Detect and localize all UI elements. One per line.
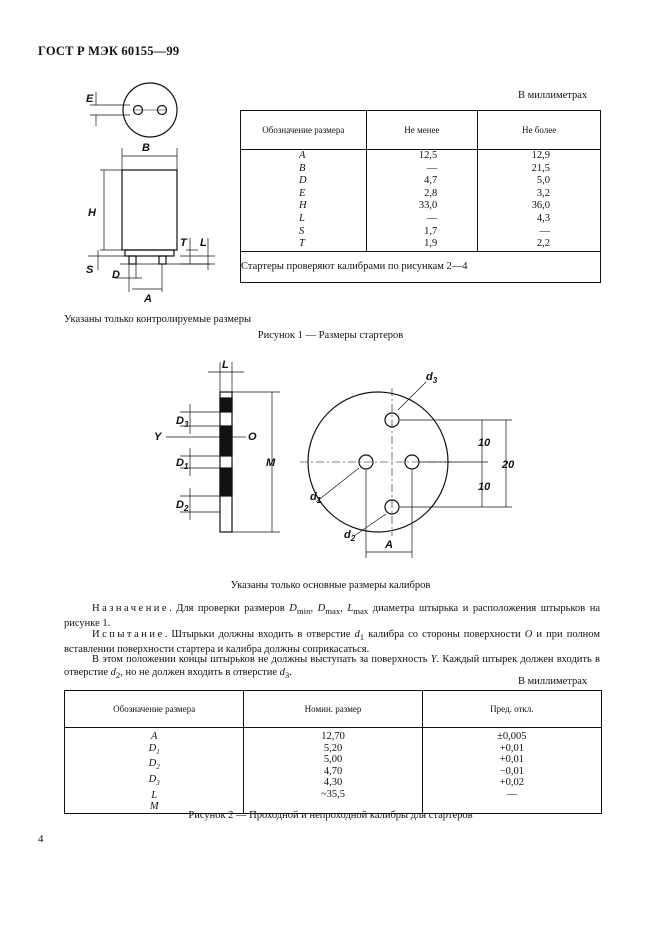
dimension-name: A xyxy=(150,731,158,742)
max-value: 4,3 xyxy=(536,212,550,224)
label-L: L xyxy=(200,237,207,249)
figure2-caption: Рисунок 2 — Проходной и непроходной калибры для стартеров xyxy=(188,810,473,821)
dimension-name: L xyxy=(151,789,158,801)
page-number: 4 xyxy=(38,833,44,845)
dimension-name: A xyxy=(299,150,306,161)
tolerance-value: — xyxy=(506,788,518,800)
min-value: 1,9 xyxy=(424,238,438,250)
max-value: 21,5 xyxy=(531,162,550,174)
label-T: T xyxy=(180,237,187,249)
min-value: 4,7 xyxy=(424,175,438,187)
units-note-2: В миллиметрах xyxy=(518,676,588,687)
dimension-name: H xyxy=(299,200,307,212)
column-header: Обозначение размера xyxy=(65,691,244,728)
max-value: 12,9 xyxy=(531,150,550,161)
units-note-1: В миллиметрах xyxy=(518,90,588,101)
min-value: 2,8 xyxy=(424,187,438,199)
label-S: S xyxy=(86,264,94,276)
tolerance-value: +0,01 xyxy=(499,754,524,766)
column-header: Номин. размер xyxy=(244,691,422,728)
min-value: — xyxy=(426,212,438,224)
label-10-upper: 10 xyxy=(478,437,491,449)
label-D2: $D_2$ xyxy=(176,499,189,513)
column-header: Обозначение размера xyxy=(241,111,366,150)
nominal-value: 4,30 xyxy=(323,777,343,789)
dimension-name: D xyxy=(299,175,307,187)
tolerance-values xyxy=(422,728,601,813)
min-value: 33,0 xyxy=(418,200,438,212)
nominal-value: 4,70 xyxy=(323,765,343,777)
nominal-value: 5,20 xyxy=(323,742,343,754)
nominal-values xyxy=(244,728,422,813)
test-paragraph: Испытание. Штырьки должны входить в отверстие $d_1$ калибра со стороны поверхности O и при полном вставлении поверхности стартера и калибра должны соприкасаться. xyxy=(64,629,600,655)
gauge-dimensions-table xyxy=(64,690,602,814)
gauge-drawing xyxy=(140,352,540,574)
label-D1: $D_1$ xyxy=(176,457,189,471)
dimension-name: M xyxy=(149,801,159,813)
column-header: Не менее xyxy=(366,111,478,150)
max-value: 2,2 xyxy=(536,238,550,250)
figure2-note: Указаны только основные размеры калибров xyxy=(230,580,431,591)
nominal-value: 5,00 xyxy=(323,754,343,766)
tolerance-value: +0,01 xyxy=(499,742,524,754)
label-A: A xyxy=(144,293,152,305)
label-Y: Y xyxy=(154,431,162,443)
tolerance-value: ±0,005 xyxy=(497,731,527,742)
label-B: B xyxy=(142,142,150,154)
dimension-name: L xyxy=(299,212,305,224)
document-header: ГОСТ Р МЭК 60155—99 xyxy=(38,44,180,58)
starter-dimensions-table xyxy=(240,110,601,283)
max-value: — xyxy=(539,225,550,237)
label-10-lower: 10 xyxy=(478,481,491,493)
label-d2: $d_2$ xyxy=(344,529,356,543)
label-O: O xyxy=(248,431,257,443)
nominal-value: 12,70 xyxy=(321,731,345,742)
column-header: Пред. откл. xyxy=(422,691,601,728)
dimension-name: S xyxy=(299,225,305,237)
nominal-value: ~35,5 xyxy=(321,788,346,800)
label-D3: $D_3$ xyxy=(176,415,189,429)
dimension-name: B xyxy=(299,162,306,174)
max-value: 5,0 xyxy=(536,175,550,187)
label-H: H xyxy=(88,207,96,219)
maximum-values xyxy=(478,150,600,252)
minimum-values xyxy=(366,150,478,252)
dimension-name: $D_2$ xyxy=(148,758,160,772)
dimension-name: T xyxy=(299,238,305,250)
table-note: Стартеры проверяют калибрами по рисункам 2—4 xyxy=(241,251,600,282)
label-L2: L xyxy=(222,359,229,371)
label-A2: A xyxy=(385,539,393,551)
dimension-name: $D_3$ xyxy=(148,773,160,788)
column-header: Не более xyxy=(478,111,600,150)
starter-dimension-drawing xyxy=(80,78,230,308)
purpose-paragraph: Назначение. Для проверки размеров $D_{min}$, $D_{max}$, $L_{max}$ диаметра штырька и расположения штырьков на рисунке 1. xyxy=(64,603,601,629)
dimension-names xyxy=(65,728,244,813)
dimension-name: E xyxy=(299,187,306,199)
dimension-name: $D_1$ xyxy=(148,742,160,756)
figure1-note: Указаны только контролируемые размеры xyxy=(64,314,252,325)
min-value: — xyxy=(426,162,438,174)
label-20: 20 xyxy=(502,459,515,471)
tolerance-value: +0,02 xyxy=(499,777,524,789)
position-paragraph: В этом положении концы штырьков не должны выступать за поверхность Y. Каждый штырек должен входить в отверстие $d_2$, но не должен входить в отверстие $d_3$. xyxy=(64,654,600,680)
min-value: 12,5 xyxy=(418,150,438,161)
label-M: M xyxy=(266,457,276,469)
label-d1: $d_1$ xyxy=(310,491,322,505)
max-value: 3,2 xyxy=(536,187,550,199)
label-D: D xyxy=(112,269,120,281)
label-E: E xyxy=(86,93,94,105)
figure1-caption: Рисунок 1 — Размеры стартеров xyxy=(257,330,404,341)
label-d3: $d_3$ xyxy=(426,371,438,385)
tolerance-value: −0,01 xyxy=(499,765,524,777)
max-value: 36,0 xyxy=(531,200,550,212)
min-value: 1,7 xyxy=(424,225,438,237)
dimension-names xyxy=(241,150,366,252)
